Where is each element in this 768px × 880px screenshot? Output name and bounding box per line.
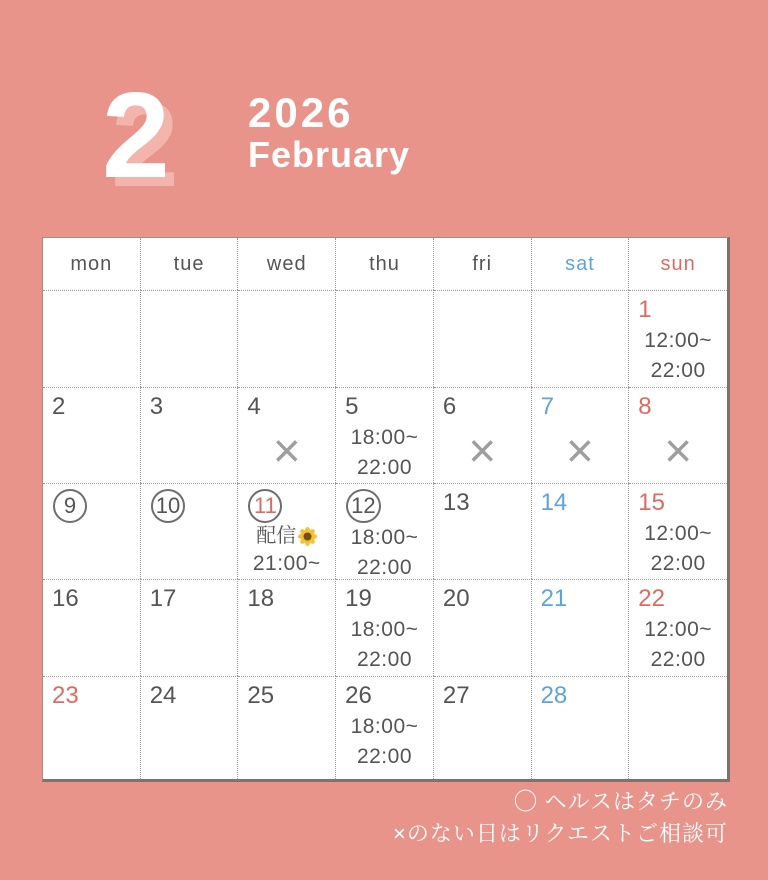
day-cell-13: [434, 483, 532, 579]
day-cell-17: [141, 579, 239, 676]
circled-day-number: 12: [346, 489, 380, 523]
footer-note-line2: ×のない日はリクエストご相談可: [393, 820, 728, 846]
day-cell-16: [43, 579, 141, 676]
day-number: 23: [52, 682, 79, 709]
weekday-header-thu: thu: [336, 238, 434, 290]
footer-note: [393, 786, 728, 850]
day-number-row: [141, 682, 238, 712]
day-cell-9: [43, 483, 141, 579]
day-number-row: [629, 393, 727, 423]
day-number-row: [238, 393, 335, 423]
event-label-text: 配信: [256, 525, 297, 547]
day-cell-3: [141, 387, 239, 483]
day-cell-22: [629, 579, 727, 676]
day-number: 7: [540, 393, 554, 420]
day-cell-2: [43, 387, 141, 483]
day-cell-empty: [238, 290, 336, 387]
circled-day-number: 11: [248, 489, 282, 523]
day-number-row: [43, 682, 140, 712]
weekday-header-tue: tue: [141, 238, 239, 290]
day-cell-empty: [434, 290, 532, 387]
time-range-text: 22:00: [356, 555, 413, 579]
day-cell-26: [336, 676, 434, 779]
time-range-text: 22:00: [650, 551, 706, 575]
day-number: 28: [540, 682, 568, 709]
day-cell-empty: [532, 290, 630, 387]
day-number-row: [43, 393, 140, 423]
day-number: 5: [345, 393, 359, 420]
day-cell-5: [336, 387, 434, 483]
day-cell-20: [434, 579, 532, 676]
day-number-row: [336, 682, 433, 712]
day-cell-27: [434, 676, 532, 779]
day-number: 2: [52, 393, 66, 420]
closed-cross-mark: ×: [565, 425, 594, 478]
day-cell-6: [434, 387, 532, 483]
day-number-row: [336, 489, 433, 523]
day-number: 26: [345, 682, 372, 709]
day-number: 14: [540, 489, 568, 516]
time-range-text: 22:00: [650, 647, 706, 671]
day-number-row: [532, 682, 629, 712]
time-range-text: 12:00~: [644, 618, 713, 641]
day-number: 27: [442, 682, 470, 709]
time-range-text: 22:00: [356, 647, 413, 671]
weekday-header-mon: mon: [43, 238, 141, 290]
time-range-text: 18:00~: [350, 618, 419, 641]
day-number-row: [43, 585, 140, 615]
weekday-header-sun: sun: [660, 252, 696, 275]
day-number-row: [141, 393, 238, 423]
day-cell-19: [336, 579, 434, 676]
day-number: 4: [247, 393, 261, 420]
time-range-text: 22:00: [650, 358, 706, 382]
time-range-text: 21:00~: [252, 552, 321, 575]
day-cell-10: [141, 483, 239, 579]
day-number: 16: [52, 585, 79, 612]
time-range-text: 12:00~: [644, 329, 713, 352]
day-cell-24: [141, 676, 239, 779]
day-cell-25: [238, 676, 336, 779]
day-number-row: [336, 585, 433, 615]
day-number-row: [336, 393, 433, 423]
day-number: 25: [247, 682, 275, 709]
closed-cross-mark: ×: [272, 425, 301, 478]
day-number: 8: [638, 393, 652, 420]
day-number-row: [532, 489, 629, 519]
weekday-header-sat: sat: [532, 238, 630, 290]
day-number: 21: [540, 585, 568, 612]
month-name: February: [248, 134, 411, 175]
day-cell-empty: [629, 676, 727, 779]
year-label: 2026: [248, 89, 354, 136]
day-cell-4: [238, 387, 336, 483]
day-cell-15: [629, 483, 727, 579]
day-number-row: [434, 393, 531, 423]
time-range-text: 18:00~: [350, 715, 419, 738]
day-number-row: [629, 585, 727, 615]
time-range-text: 12:00~: [644, 522, 713, 545]
day-number-row: [532, 393, 629, 423]
closed-cross-mark: ×: [468, 425, 497, 478]
day-cell-empty: [141, 290, 239, 387]
day-number: 3: [149, 393, 164, 420]
day-cell-14: [532, 483, 630, 579]
time-range-text: 22:00: [356, 455, 413, 479]
day-cell-21: [532, 579, 630, 676]
day-number: 22: [638, 585, 665, 612]
day-cell-28: [532, 676, 630, 779]
sunflower-icon: [298, 527, 317, 546]
day-cell-empty: [43, 290, 141, 387]
day-cell-11: [238, 483, 336, 579]
day-cell-8: [629, 387, 727, 483]
circled-day-number: 9: [53, 489, 87, 523]
day-number-row: [238, 585, 335, 615]
day-cell-12: [336, 483, 434, 579]
footer-note-line1: ◯ ヘルスはタチのみ: [514, 789, 728, 814]
day-number: 19: [345, 585, 372, 612]
day-number-row: [141, 489, 238, 523]
day-number: 13: [442, 489, 470, 516]
day-number-row: [43, 489, 140, 523]
time-range-text: 18:00~: [350, 426, 419, 449]
time-range-text: 22:00: [356, 744, 413, 768]
day-number-row: [434, 585, 531, 615]
day-number-row: [434, 489, 531, 519]
day-number-row: [629, 296, 727, 326]
day-number-row: [238, 489, 335, 523]
time-range-text: 18:00~: [350, 526, 419, 549]
day-number: 18: [247, 585, 275, 612]
day-cell-23: [43, 676, 141, 779]
month-number: 2: [102, 67, 170, 203]
weekday-header-wed: wed: [238, 238, 336, 290]
calendar-grid: [42, 237, 730, 782]
day-number-row: [434, 682, 531, 712]
day-number: 17: [149, 585, 177, 612]
day-number-row: [629, 489, 727, 519]
day-number: 1: [638, 296, 652, 323]
day-number: 15: [638, 489, 665, 516]
day-number-row: [141, 585, 238, 615]
day-number-row: [238, 682, 335, 712]
closed-cross-mark: ×: [664, 425, 693, 478]
day-cell-empty: [336, 290, 434, 387]
day-cell-1: [629, 290, 727, 387]
day-number: 24: [149, 682, 177, 709]
day-number: 6: [442, 393, 457, 420]
day-number: 20: [442, 585, 470, 612]
weekday-header-fri: fri: [434, 238, 532, 290]
day-number-row: [532, 585, 629, 615]
event-label: [238, 523, 335, 549]
circled-day-number: 10: [151, 489, 185, 523]
day-cell-7: [532, 387, 630, 483]
day-cell-18: [238, 579, 336, 676]
